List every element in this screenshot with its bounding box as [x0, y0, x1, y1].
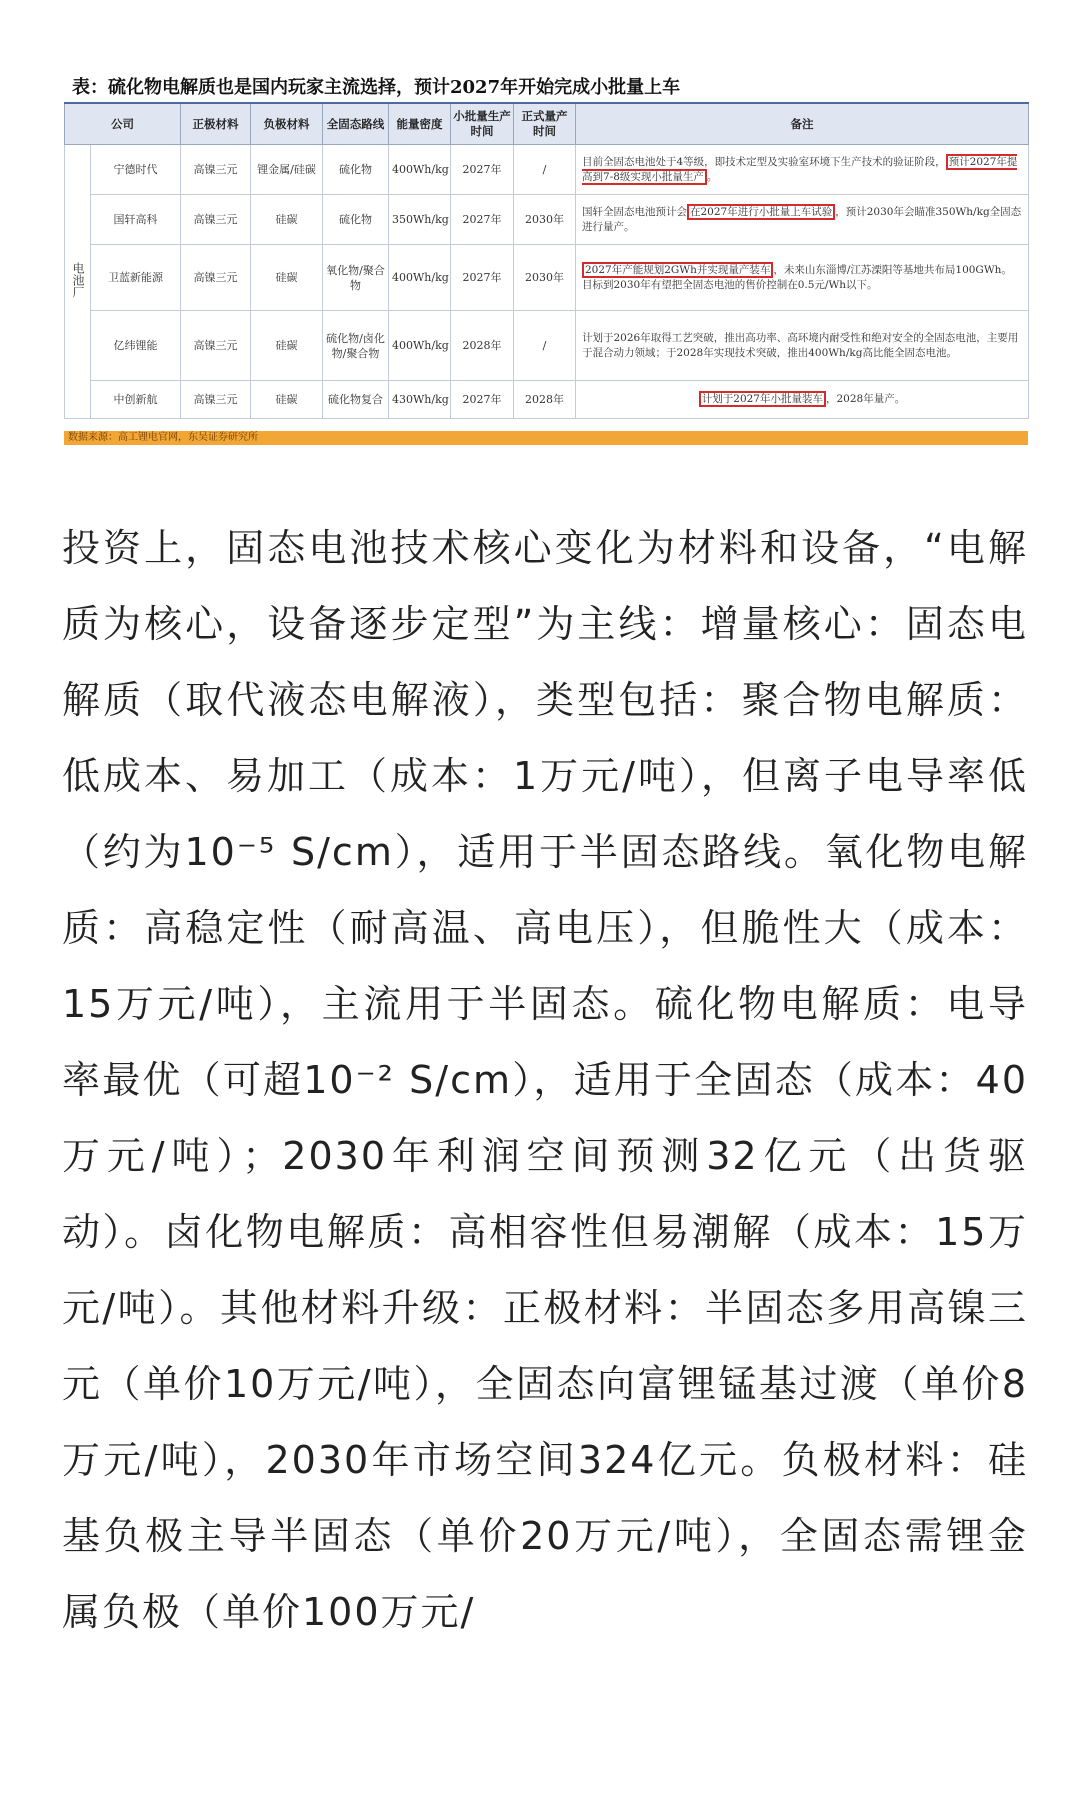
note-text: 计划于2026年取得工艺突破，推出高功率、高环境内耐受性和绝对安全的全固态电池，主要用于混合动力领域；于2028年实现技术突破，推出400Wh/kg高比能全固态电池。	[582, 331, 1019, 359]
note-text-after: ，2028年量产。	[826, 393, 906, 405]
note-text: 国轩全固态电池预计会	[582, 205, 687, 218]
cell-company: 国轩高科	[91, 195, 181, 245]
cell-pilot: 2028年	[451, 311, 514, 381]
cell-density: 350Wh/kg	[389, 195, 451, 245]
note-highlight: 2027年产能规划2GWh并实现量产装车	[582, 262, 773, 278]
table-row	[65, 381, 1029, 419]
cell-anode: 硅碳	[251, 311, 323, 381]
cell-density: 400Wh/kg	[389, 311, 451, 381]
header-density: 能量密度	[389, 103, 451, 145]
cell-density: 400Wh/kg	[389, 145, 451, 195]
cell-cathode: 高镍三元	[181, 311, 251, 381]
header-pilot: 小批量生产时间	[451, 103, 514, 145]
cell-pilot: 2027年	[451, 145, 514, 195]
source-bar: 数据来源：高工锂电官网，东吴证券研究所	[64, 431, 1028, 445]
cell-route: 硫化物	[323, 145, 389, 195]
cell-mass: 2028年	[514, 381, 576, 419]
cell-anode: 硅碳	[251, 245, 323, 311]
cell-note	[576, 381, 1029, 419]
header-route: 全固态路线	[323, 103, 389, 145]
table-row	[65, 145, 1029, 195]
header-company: 公司	[65, 103, 181, 145]
note-highlight: 预计2027年提高到7-8级实现小批量生产	[582, 155, 1018, 183]
note-highlight: 在2027年进行小批量上车试验	[687, 204, 835, 220]
cell-note	[576, 245, 1029, 311]
header-cathode: 正极材料	[181, 103, 251, 145]
cell-anode: 锂金属/硅碳	[251, 145, 323, 195]
cell-density: 430Wh/kg	[389, 381, 451, 419]
header-note: 备注	[576, 103, 1029, 145]
note-text: 目前全固态电池处于4等级，即技术定型及实验室环境下生产技术的验证阶段，	[582, 155, 946, 168]
header-mass: 正式量产时间	[514, 103, 576, 145]
cell-pilot: 2027年	[451, 381, 514, 419]
note-text-after: 。	[706, 170, 718, 183]
cell-company: 中创新航	[91, 381, 181, 419]
cell-cathode: 高镍三元	[181, 381, 251, 419]
table-row	[65, 195, 1029, 245]
note-text-after: ，预计2030年会瞄准350Wh/kg全固态进行量产。	[582, 205, 1022, 233]
cell-cathode: 高镍三元	[181, 195, 251, 245]
cell-cathode: 高镍三元	[181, 245, 251, 311]
cell-mass: 2030年	[514, 245, 576, 311]
cell-mass: 2030年	[514, 195, 576, 245]
table-header-row	[65, 103, 1029, 145]
cell-note	[576, 311, 1029, 381]
header-anode: 负极材料	[251, 103, 323, 145]
cell-mass: /	[514, 145, 576, 195]
cell-pilot: 2027年	[451, 195, 514, 245]
group-label	[65, 145, 91, 419]
note-text-after: ，未来山东淄博/江苏溧阳等基地共布局100GWh。目标到2030年有望把全固态电池的售价控制在0.5元/Wh以下。	[582, 263, 1012, 291]
cell-note	[576, 145, 1029, 195]
group-label-text: 电池厂	[71, 261, 85, 298]
cell-company: 卫蓝新能源	[91, 245, 181, 311]
cell-route: 硫化物/卤化物/聚合物	[323, 311, 389, 381]
data-table	[64, 102, 1029, 419]
cell-anode: 硅碳	[251, 381, 323, 419]
cell-route: 氧化物/聚合物	[323, 245, 389, 311]
cell-mass: /	[514, 311, 576, 381]
table-row	[65, 311, 1029, 381]
table-row	[65, 245, 1029, 311]
cell-cathode: 高镍三元	[181, 145, 251, 195]
article-paragraph: 投资上，固态电池技术核心变化为材料和设备，“电解质为核心，设备逐步定型”为主线：增量核心：固态电解质（取代液态电解液），类型包括：聚合物电解质：低成本、易加工（成本：1万元/吨），但离子电导率低（约为10⁻⁵ S/cm），适用于半固态路线。氧化物电解质：高稳定性（耐高温、高电压），但脆性大（成本：15万元/吨），主流用于半固态。硫化物电解质：电导率最优（可超10⁻² S/cm），适用于全固态（成本：40万元/吨）；2030年利润空间预测32亿元（出货驱动）。卤化物电解质：高相容性但易潮解（成本：15万元/吨）。其他材料升级：正极材料：半固态多用高镍三元（单价10万元/吨），全固态向富锂锰基过渡（单价8万元/吨），2030年市场空间324亿元。负极材料：硅基负极主导半固态（单价20万元/吨），全固态需锂金属负极（单价100万元/	[62, 526, 1028, 1634]
cell-company: 宁德时代	[91, 145, 181, 195]
cell-anode: 硅碳	[251, 195, 323, 245]
cell-route: 硫化物	[323, 195, 389, 245]
table-title: 表：硫化物电解质也是国内玩家主流选择，预计2027年开始完成小批量上车	[72, 77, 681, 98]
note-highlight: 计划于2027年小批量装车	[699, 391, 826, 407]
cell-note	[576, 195, 1029, 245]
cell-pilot: 2027年	[451, 245, 514, 311]
cell-density: 400Wh/kg	[389, 245, 451, 311]
table-figure	[60, 74, 1028, 445]
cell-route: 硫化物复合	[323, 381, 389, 419]
cell-company: 亿纬锂能	[91, 311, 181, 381]
